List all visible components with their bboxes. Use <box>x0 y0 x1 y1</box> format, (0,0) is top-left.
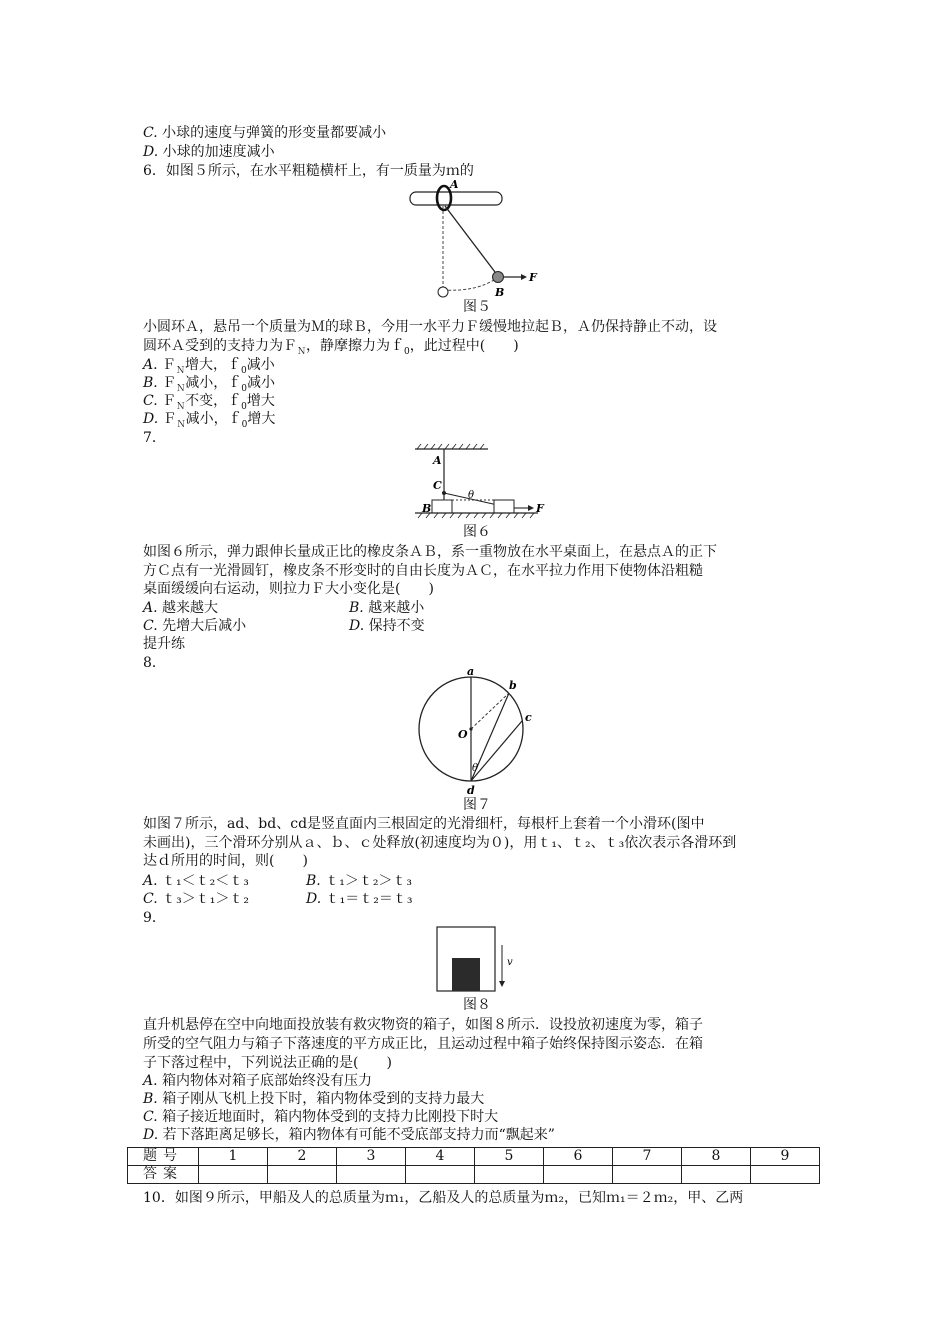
cargo <box>452 958 480 991</box>
q9-number: 9． <box>143 910 166 926</box>
center-o <box>469 727 472 730</box>
answer-cell[interactable] <box>751 1166 820 1184</box>
figure-6-caption: 图６ <box>463 524 491 540</box>
block-moved <box>494 500 514 513</box>
q7-stem-line2: 方Ｃ点有一光滑圆钉，橡皮条不形变时的自由长度为ＡＣ，在水平拉力作用下使物体沿粗糙 <box>143 563 703 579</box>
q9-option-c[interactable]: C. 箱子接近地面时，箱内物体受到的支持力比刚投下时大 <box>143 1109 499 1125</box>
figure-7 <box>410 667 545 797</box>
q8-stem-line1: 如图７所示，ad、bd、cd是竖直面内三根固定的光滑细杆，每根杆上套着一个小滑环(图中 <box>143 816 705 832</box>
horizontal-rod <box>410 192 502 205</box>
q9-stem-line1: 直升机悬停在空中向地面投放装有救灾物资的箱子，如图８所示．设投放初速度为零，箱子 <box>143 1017 703 1033</box>
label-o: O <box>458 728 468 741</box>
q10-stem-line1: 10．如图９所示，甲船及人的总质量为ｍ₁，乙船及人的总质量为ｍ₂，已知ｍ₁＝２ｍ₂，甲、乙两 <box>143 1190 744 1206</box>
answer-cell[interactable] <box>406 1166 475 1184</box>
label-b: B <box>495 286 505 299</box>
q6-stem-line2: 小圆环Ａ，悬吊一个质量为Ｍ的球Ｂ，今用一水平力Ｆ缓慢地拉起Ｂ，Ａ仍保持静止不动，设 <box>143 319 717 335</box>
answer-cell[interactable] <box>544 1166 613 1184</box>
figure-7-caption: 图７ <box>463 797 491 813</box>
number-cell: 1 <box>199 1148 268 1166</box>
q8-option-d[interactable]: D. ｔ₁＝ｔ₂＝ｔ₃ <box>306 891 413 907</box>
header-label-cell: 题号 <box>128 1148 199 1166</box>
label-b: b <box>509 679 517 692</box>
label-a: A <box>433 454 442 467</box>
q6-stem-line1: 6．如图５所示，在水平粗糙横杆上，有一质量为ｍ的 <box>143 163 474 179</box>
ball-initial <box>438 287 448 297</box>
q7-stem-line1: 如图６所示，弹力跟伸长量成正比的橡皮条ＡＢ，系一重物放在水平桌面上，在悬点Ａ的正下 <box>143 544 717 560</box>
q5-option-d: D. 小球的加速度减小 <box>143 144 275 160</box>
q7-number: 7． <box>143 430 166 446</box>
q8-stem-line2: 未画出)，三个滑环分别从ａ、ｂ、ｃ处释放(初速度均为０)，用ｔ₁、ｔ₂、ｔ₃依次表示各滑环到 <box>143 835 737 851</box>
ceiling-hatch <box>417 444 484 449</box>
q9-option-d[interactable]: D. 若下落距离足够长，箱内物体有可能不受底部支持力而“飘起来” <box>143 1127 555 1143</box>
q9-stem-line2: 所受的空气阻力与箱子下落速度的平方成正比，且运动过程中箱子始终保持图示姿态．在箱 <box>143 1036 703 1052</box>
figure-8-caption: 图８ <box>463 997 491 1013</box>
ball-b <box>493 272 504 283</box>
q7-option-a[interactable]: A. 越来越大 <box>143 600 219 616</box>
label-theta: θ <box>468 490 475 501</box>
q6-stem-line3: 圆环Ａ受到的支持力为Ｆ$_N$，静摩擦力为ｆ$_0$，此过程中( ) <box>143 338 519 357</box>
answer-table-answer-row <box>128 1166 820 1184</box>
answer-cell[interactable] <box>682 1166 751 1184</box>
answer-table-header-row <box>128 1148 820 1166</box>
q6-option-d[interactable]: D. Ｆ$_N$减小，ｆ$_0$增大 <box>143 411 276 430</box>
label-c: C <box>433 479 442 492</box>
number-cell: 6 <box>544 1148 613 1166</box>
q6-option-c[interactable]: C. Ｆ$_N$不变，ｆ$_0$增大 <box>143 393 275 412</box>
answer-cell[interactable] <box>268 1166 337 1184</box>
label-v: v <box>507 957 513 968</box>
number-cell: 3 <box>337 1148 406 1166</box>
answer-label-cell: 答案 <box>128 1166 199 1184</box>
velocity-arrowhead <box>499 981 505 987</box>
q8-option-c[interactable]: C. ｔ₃＞ｔ₁＞ｔ₂ <box>143 891 249 907</box>
number-cell: 4 <box>406 1148 475 1166</box>
force-arrowhead <box>528 505 534 511</box>
force-arrowhead <box>521 274 527 280</box>
answer-cell[interactable] <box>475 1166 544 1184</box>
figure-8 <box>432 923 522 995</box>
q9-option-a[interactable]: A. 箱内物体对箱子底部始终没有压力 <box>143 1073 373 1089</box>
q9-stem-line3: 子下落过程中，下列说法正确的是( ) <box>143 1055 392 1071</box>
block-b <box>432 500 452 513</box>
number-cell: 9 <box>751 1148 820 1166</box>
q7-option-d[interactable]: D. 保持不变 <box>349 618 425 634</box>
q8-option-b[interactable]: B. ｔ₁＞ｔ₂＞ｔ₃ <box>306 873 413 889</box>
table-hatch <box>418 513 534 518</box>
q8-number: 8． <box>143 655 166 671</box>
figure-5 <box>405 176 545 300</box>
answer-cell[interactable] <box>613 1166 682 1184</box>
number-cell: 5 <box>475 1148 544 1166</box>
q5-option-c: C. 小球的速度与弹簧的形变量都要减小 <box>143 125 387 141</box>
answer-cell[interactable] <box>199 1166 268 1184</box>
q8-stem-line3: 达ｄ所用的时间，则( ) <box>143 853 308 869</box>
q7-option-c[interactable]: C. 先增大后减小 <box>143 618 247 634</box>
label-c: c <box>525 711 532 724</box>
label-a: A <box>450 178 459 191</box>
q6-option-b[interactable]: B. Ｆ$_N$减小，ｆ$_0$减小 <box>143 375 275 394</box>
q9-option-b[interactable]: B. 箱子刚从飞机上投下时，箱内物体受到的支持力最大 <box>143 1091 485 1107</box>
number-cell: 7 <box>613 1148 682 1166</box>
radius-ob <box>471 693 509 729</box>
label-b: B <box>422 502 432 515</box>
label-a: a <box>467 667 475 678</box>
answer-cell[interactable] <box>337 1166 406 1184</box>
answer-table <box>127 1147 820 1184</box>
number-cell: 8 <box>682 1148 751 1166</box>
figure-5-caption: 图５ <box>463 299 491 315</box>
label-f: F <box>529 271 537 284</box>
figure-6 <box>410 442 550 522</box>
q7-stem-line3: 桌面缓缓向右运动，则拉力Ｆ大小变化是( ) <box>143 581 434 597</box>
q8-option-a[interactable]: A. ｔ₁＜ｔ₂＜ｔ₃ <box>143 873 249 889</box>
label-f: F <box>536 502 544 515</box>
label-d: d <box>467 784 475 797</box>
rod-cd <box>471 721 522 781</box>
swing-arc <box>443 278 497 290</box>
section-heading: 提升练 <box>143 636 185 652</box>
string <box>445 206 498 276</box>
q6-option-a[interactable]: A. Ｆ$_N$增大，ｆ$_0$减小 <box>143 357 275 376</box>
label-theta: θ <box>472 763 479 774</box>
q7-option-b[interactable]: B. 越来越小 <box>349 600 425 616</box>
number-cell: 2 <box>268 1148 337 1166</box>
